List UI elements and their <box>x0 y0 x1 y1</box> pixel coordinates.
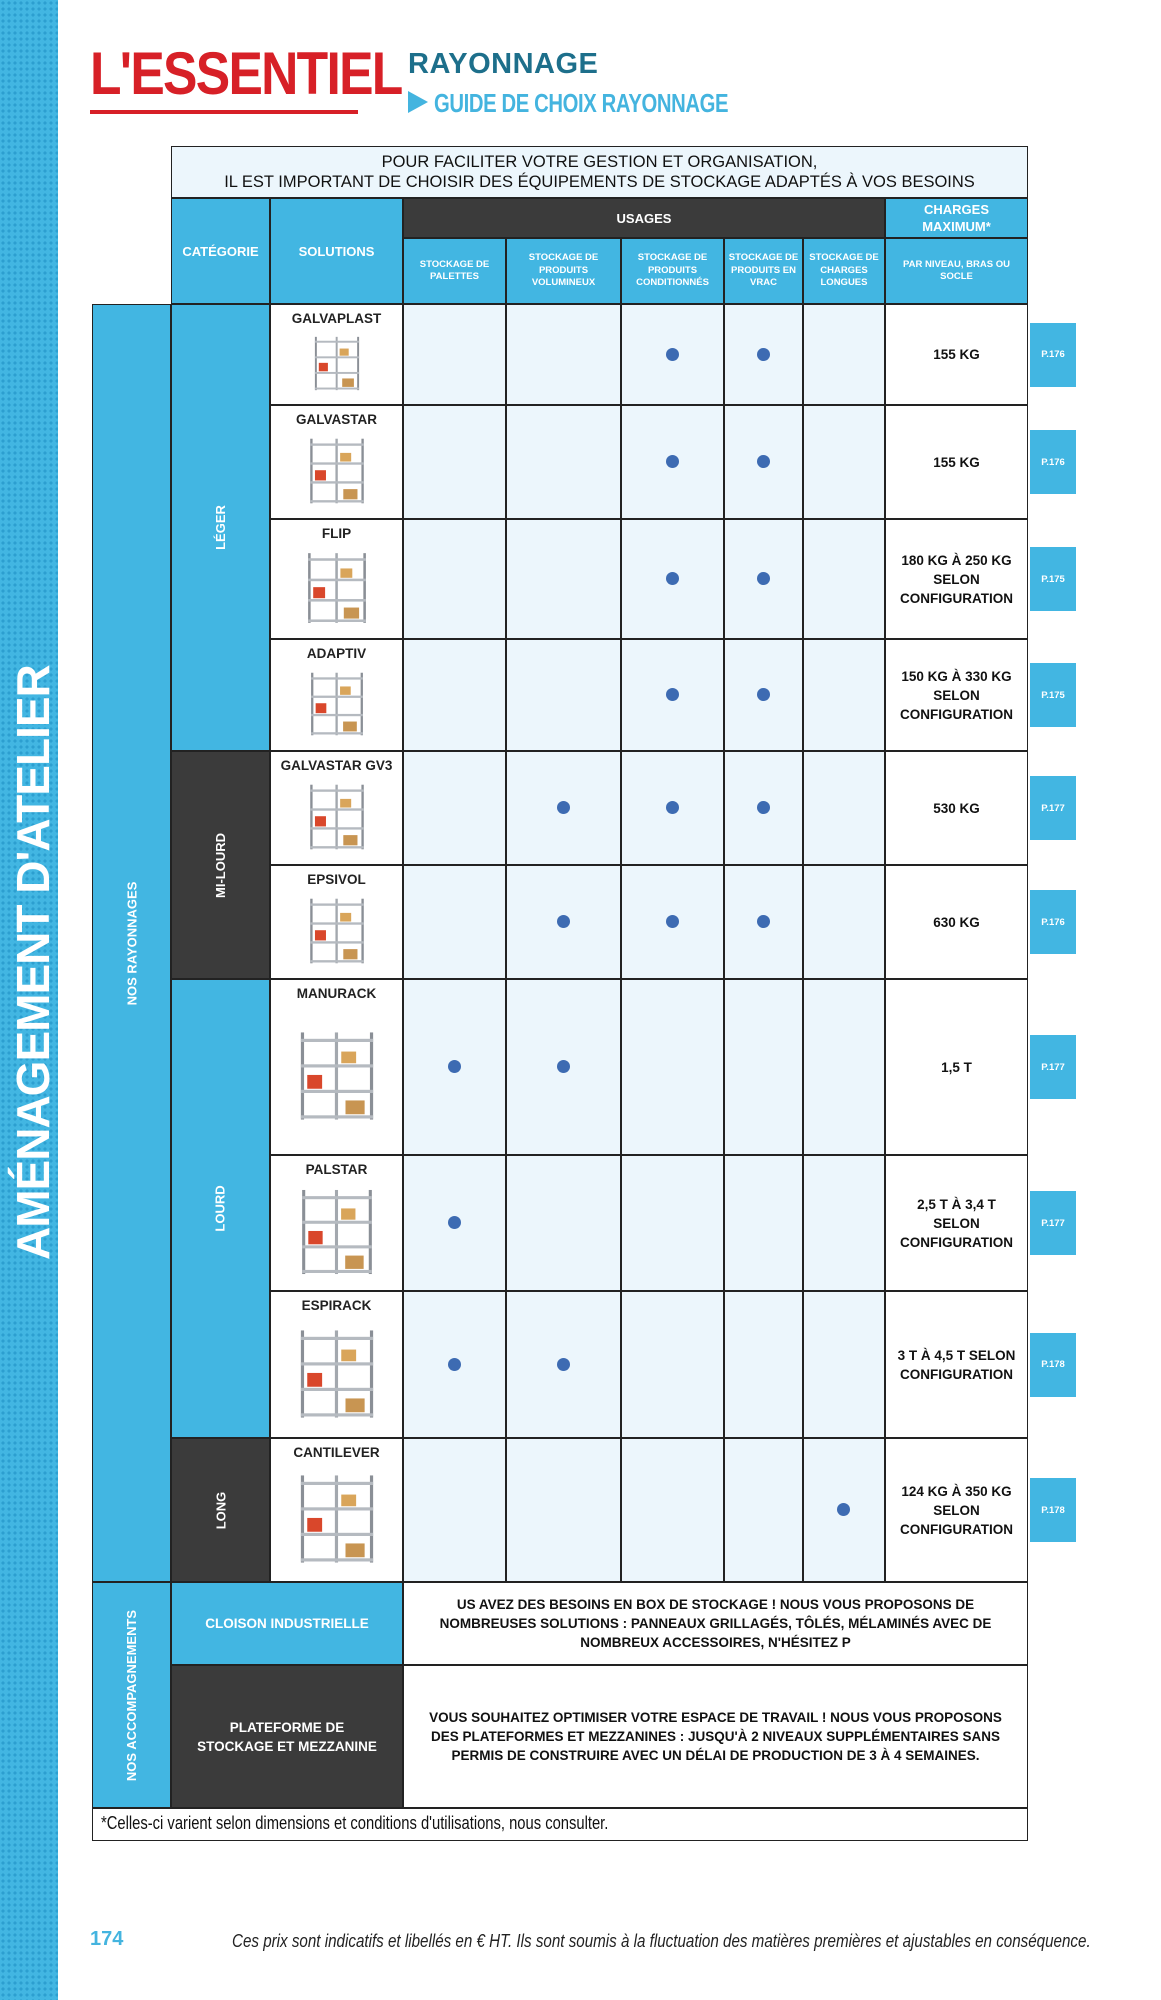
page-reference-tab[interactable] <box>1030 1191 1076 1255</box>
usage-cell <box>803 519 885 639</box>
usage-dot <box>666 455 679 468</box>
solution-name: GALVASTAR GV3 <box>280 758 393 773</box>
usage-cell <box>724 751 803 865</box>
load-cell <box>885 751 1028 865</box>
side-title: AMÉNAGEMENT D'ATELIER <box>7 665 59 1260</box>
shelving-unit-icon <box>311 333 363 394</box>
shelving-unit-icon <box>303 548 371 628</box>
brand-logo <box>90 40 402 120</box>
usage-cell <box>621 751 724 865</box>
page-reference-tab[interactable] <box>1030 323 1076 387</box>
footnote <box>92 1808 1028 1841</box>
usage-cell <box>803 1438 885 1582</box>
page-reference-label: P.177 <box>1041 802 1065 814</box>
header-usage-col <box>403 238 506 304</box>
accompaniment-text-cell <box>403 1665 1028 1808</box>
usage-cell <box>724 1155 803 1291</box>
usage-dot <box>666 572 679 585</box>
usage-cell <box>403 1291 506 1438</box>
page-reference-label: P.176 <box>1041 456 1065 468</box>
brand-text: L'ESSENTIEL <box>90 40 402 107</box>
solution-name: ADAPTIV <box>306 646 367 661</box>
page-number: 174 <box>90 1928 124 1950</box>
solution-name: PALSTAR <box>305 1162 368 1177</box>
solution-cell <box>270 865 403 979</box>
page-reference-tab[interactable] <box>1030 430 1076 494</box>
header-solutions <box>270 198 403 304</box>
usage-cell <box>803 865 885 979</box>
accompaniment-text: US AVEZ DES BESOINS EN BOX DE STOCKAGE ! NOUS VOUS PROPOSONS DE NOMBREUSES SOLUTIONS : PANNEAUX GRILLAGÉS, TÔLÉS, MÉLAMINÉS AVEC DE NOMBREUX ACCESSOIRES, N'HÉSITEZ P <box>439 1597 992 1650</box>
load-cell <box>885 1438 1028 1582</box>
page-reference-label: P.178 <box>1041 1359 1065 1370</box>
usage-cell <box>621 519 724 639</box>
accompaniment-title-cell <box>171 1665 403 1808</box>
accompaniment-text-cell <box>403 1582 1028 1665</box>
page-reference-tab[interactable] <box>1030 1035 1076 1099</box>
subsection-text: GUIDE DE CHOIX RAYONNAGE <box>434 88 729 118</box>
usage-dot <box>666 801 679 814</box>
footer-disclaimer: Ces prix sont indicatifs et libellés en € HT. Ils sont soumis à la fluctuation des matières premières et ajustables en conséquence. <box>232 1930 1091 1951</box>
header-usage-col <box>803 238 885 304</box>
header-usage-col-label: STOCKAGE DE PALETTES <box>419 258 490 282</box>
usage-dot <box>666 915 679 928</box>
solution-cell <box>270 405 403 519</box>
solution-name: GALVAPLAST <box>291 311 382 326</box>
load-value: 3 T À 4,5 T SELON CONFIGURATION <box>897 1347 1016 1382</box>
load-value: 155 KG <box>933 454 980 470</box>
load-cell <box>885 405 1028 519</box>
usage-cell <box>403 1438 506 1582</box>
usage-dot <box>757 801 770 814</box>
load-value: 530 KG <box>933 800 980 816</box>
solution-cell <box>270 1291 403 1438</box>
load-cell <box>885 1155 1028 1291</box>
usage-dot <box>757 915 770 928</box>
accompaniment-title: CLOISON INDUSTRIELLE <box>205 1616 369 1631</box>
header-solutions-label: SOLUTIONS <box>298 243 375 259</box>
solution-cell <box>270 1155 403 1291</box>
usage-cell <box>506 1291 621 1438</box>
load-value: 180 KG À 250 KG SELON CONFIGURATION <box>900 552 1013 606</box>
load-value: 124 KG À 350 KG SELON CONFIGURATION <box>900 1483 1013 1537</box>
category-label: MI-LOURD <box>213 832 228 898</box>
usage-cell <box>803 751 885 865</box>
usage-cell <box>506 1155 621 1291</box>
shelving-unit-icon <box>294 1324 379 1424</box>
category-1 <box>171 304 270 751</box>
usage-cell <box>803 639 885 751</box>
solution-name: CANTILEVER <box>293 1445 380 1460</box>
section-title: RAYONNAGE <box>408 48 599 80</box>
header-categorie-label: CATÉGORIE <box>182 243 259 259</box>
usage-cell <box>724 639 803 751</box>
usage-dot <box>666 348 679 361</box>
usage-cell <box>803 405 885 519</box>
solution-name: FLIP <box>321 526 352 541</box>
load-cell <box>885 519 1028 639</box>
usage-cell <box>621 1155 724 1291</box>
usage-dot <box>448 1060 461 1073</box>
intro-box <box>171 146 1028 198</box>
usage-dot <box>666 688 679 701</box>
usage-cell <box>506 1438 621 1582</box>
shelving-unit-icon <box>305 434 368 508</box>
shelving-unit-icon <box>306 668 367 740</box>
category-label: LONG <box>213 1491 228 1529</box>
page-reference-label: P.176 <box>1041 916 1065 928</box>
header-usage-col-label: STOCKAGE DE CHARGES LONGUES <box>809 252 879 289</box>
usage-cell <box>621 1291 724 1438</box>
load-cell <box>885 1291 1028 1438</box>
accompaniment-text: VOUS SOUHAITEZ OPTIMISER VOTRE ESPACE DE TRAVAIL ! NOUS VOUS PROPOSONS DES PLATEFORMES ET MEZZANINES : JUSQU'À 2 NIVEAUX SUPPLÉMENTAIRES SANS PERMIS DE CONSTRUIRE AVEC UN DÉLAI DE PRODUCTION DE 3 À 4 SEMAINES. <box>429 1710 1002 1763</box>
usage-dot <box>557 801 570 814</box>
load-value: 150 KG À 330 KG SELON CONFIGURATION <box>900 668 1013 722</box>
side-band <box>0 0 58 2000</box>
usage-cell <box>506 865 621 979</box>
solution-cell <box>270 639 403 751</box>
page-reference-tab[interactable] <box>1030 890 1076 954</box>
page-reference-label: P.177 <box>1041 1061 1065 1073</box>
usage-cell <box>724 1438 803 1582</box>
load-cell <box>885 865 1028 979</box>
page-reference-tab[interactable] <box>1030 776 1076 840</box>
usage-cell <box>724 304 803 405</box>
usage-cell <box>621 639 724 751</box>
header-usages-label: USAGES <box>616 210 672 226</box>
category-label: LÉGER <box>212 505 228 550</box>
usage-cell <box>621 405 724 519</box>
shelving-unit-icon <box>296 1184 378 1280</box>
usage-dot <box>557 915 570 928</box>
category-3 <box>171 979 270 1438</box>
header-charges <box>885 198 1028 238</box>
header-usage-col-label: STOCKAGE DE PRODUITS EN VRAC <box>728 252 799 289</box>
header-usage-col-label: STOCKAGE DE PRODUITS VOLUMINEUX <box>528 252 599 289</box>
header-charges-sub <box>885 238 1028 304</box>
load-value: 630 KG <box>933 914 980 930</box>
solution-cell <box>270 1438 403 1582</box>
usage-cell <box>403 865 506 979</box>
usage-cell <box>506 519 621 639</box>
solution-cell <box>270 751 403 865</box>
usage-cell <box>621 865 724 979</box>
group-nos-rayonnages-label: NOS RAYONNAGES <box>124 881 139 1005</box>
usage-cell <box>506 979 621 1155</box>
play-arrow-icon <box>408 91 428 113</box>
solution-cell <box>270 519 403 639</box>
solution-name: MANURACK <box>296 986 377 1001</box>
usage-dot <box>757 348 770 361</box>
page-reference-label: P.175 <box>1041 573 1065 585</box>
usage-dot <box>757 688 770 701</box>
footnote-text: *Celles-ci varient selon dimensions et conditions d'utilisations, nous consulter. <box>101 1813 609 1833</box>
usage-cell <box>724 979 803 1155</box>
load-cell <box>885 304 1028 405</box>
usage-cell <box>403 639 506 751</box>
page-reference-tab[interactable] <box>1030 663 1076 727</box>
usage-cell <box>724 519 803 639</box>
solution-cell <box>270 979 403 1155</box>
usage-dot <box>837 1503 850 1516</box>
intro-line-1: POUR FACILITER VOTRE GESTION ET ORGANISATION, <box>381 153 818 171</box>
accompaniment-title: PLATEFORME DE STOCKAGE ET MEZZANINE <box>197 1719 377 1754</box>
page-reference-tab[interactable] <box>1030 1478 1076 1542</box>
usage-cell <box>506 304 621 405</box>
load-value: 1,5 T <box>941 1059 972 1075</box>
usage-cell <box>403 1155 506 1291</box>
shelving-unit-icon <box>305 780 368 854</box>
usage-cell <box>803 1291 885 1438</box>
brand-underline <box>90 110 358 114</box>
usage-cell <box>803 304 885 405</box>
usage-cell <box>403 979 506 1155</box>
usage-cell <box>803 1155 885 1291</box>
load-value: 2,5 T À 3,4 T SELON CONFIGURATION <box>900 1196 1013 1250</box>
group-nos-accompagnements <box>92 1582 171 1808</box>
header-usage-col <box>506 238 621 304</box>
usage-dot <box>557 1358 570 1371</box>
accompaniment-title-cell <box>171 1582 403 1665</box>
group-nos-accompagnements-label: NOS ACCOMPAGNEMENTS <box>124 1609 140 1781</box>
group-nos-rayonnages <box>92 304 171 1582</box>
usage-cell <box>724 1291 803 1438</box>
shelving-unit-icon <box>294 1026 379 1126</box>
usage-cell <box>506 751 621 865</box>
usage-dot <box>757 455 770 468</box>
usage-cell <box>803 979 885 1155</box>
usage-cell <box>403 751 506 865</box>
shelving-unit-icon <box>305 894 368 968</box>
usage-cell <box>403 519 506 639</box>
header-charges-label: CHARGES MAXIMUM* <box>922 202 991 234</box>
usage-dot <box>757 572 770 585</box>
header-categorie <box>171 198 270 304</box>
usage-cell <box>724 405 803 519</box>
usage-cell <box>506 639 621 751</box>
solution-name: EPSIVOL <box>307 872 366 887</box>
category-2 <box>171 751 270 979</box>
load-cell <box>885 979 1028 1155</box>
page-reference-label: P.175 <box>1041 689 1065 701</box>
solution-name: GALVASTAR <box>296 412 377 427</box>
load-value: 155 KG <box>933 347 980 362</box>
header-usage-col <box>724 238 803 304</box>
usage-dot <box>448 1358 461 1371</box>
page-reference-label: P.177 <box>1041 1217 1065 1229</box>
page-reference-label: P.176 <box>1041 349 1065 360</box>
usage-cell <box>724 865 803 979</box>
usage-cell <box>506 405 621 519</box>
header-usage-col-label: STOCKAGE DE PRODUITS CONDITIONNÉS <box>636 252 709 289</box>
usage-dot <box>557 1060 570 1073</box>
usage-cell <box>403 304 506 405</box>
intro-line-2: IL EST IMPORTANT DE CHOISIR DES ÉQUIPEMENTS DE STOCKAGE ADAPTÉS À VOS BESOINS <box>224 173 975 191</box>
solution-name: ESPIRACK <box>301 1298 372 1313</box>
usage-cell <box>621 979 724 1155</box>
category-label: LOURD <box>213 1185 228 1232</box>
solution-cell <box>270 304 403 405</box>
usage-cell <box>403 405 506 519</box>
page-reference-tab[interactable] <box>1030 547 1076 611</box>
header-charges-sub-label: PAR NIVEAU, BRAS OU SOCLE <box>903 258 1010 282</box>
page-reference-label: P.178 <box>1041 1504 1065 1516</box>
header-usages <box>403 198 885 238</box>
shelving-unit-icon <box>294 1469 379 1569</box>
subsection-title <box>408 88 811 119</box>
usage-dot <box>448 1216 461 1229</box>
page-reference-tab[interactable] <box>1030 1333 1076 1397</box>
usage-cell <box>621 1438 724 1582</box>
usage-cell <box>621 304 724 405</box>
header-usage-col <box>621 238 724 304</box>
load-cell <box>885 639 1028 751</box>
category-4 <box>171 1438 270 1582</box>
